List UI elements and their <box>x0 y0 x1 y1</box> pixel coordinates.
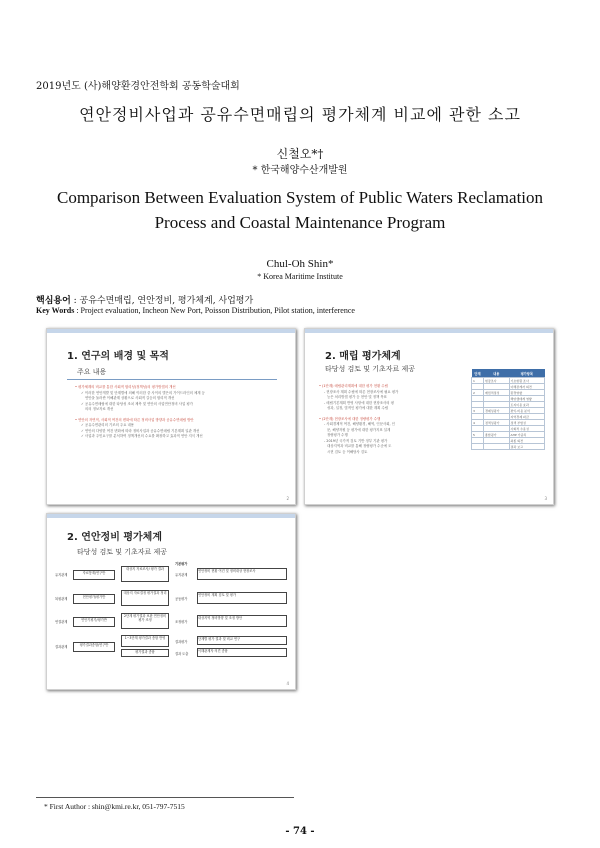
table-row: 3 경제성평가 편익-비용 분석 <box>472 408 545 414</box>
flow-detail: 단계별 평가 결과 및 비교 연구 <box>197 636 287 645</box>
table-header: 단계 <box>472 369 484 378</box>
bullet-line: ✓ 공유수면매립에 대한 타당성 조치 제측 및 연안의 사업연안정비 사업 평가 <box>81 401 193 406</box>
flow-left-label: 연결관계 <box>55 620 68 624</box>
slide-research-background <box>46 328 296 505</box>
flow-detail: 연안정비 계획 검토 및 평가 <box>197 592 287 604</box>
keywords-ko-text: : 공유수면매립, 연안정비, 평가체계, 사업평가 <box>70 296 254 306</box>
flow-left-label: 복원관계 <box>55 597 68 601</box>
flow-right-header: 기본평가 <box>175 562 188 566</box>
slide-reclamation-evaluation <box>304 328 554 505</box>
author-english: Chul-Oh Shin* <box>266 258 334 270</box>
slide-subtitle: 주요 내용 <box>77 368 107 376</box>
bullet-line: - 2019년 국가적 검토 기반 정부 기관 평가 <box>324 438 388 443</box>
title-en-line2: Process and Coastal Maintenance Program <box>154 213 446 232</box>
bullet-line: ✓ 사업과 주민요구를 분석하여 정책개선의 수요를 확장하고 효과적 연안 지식 개선 <box>81 434 203 438</box>
title-en-line1: Comparison Between Evaluation System of Public Waters Reclamation <box>56 188 544 207</box>
bullet-line: ✓ 연안의 다양한 여건 변화에 따라 정비사업과 공유수면매립 기본계획 일관 개선 <box>81 428 200 433</box>
flow-right-label: 조정평가 <box>175 620 188 624</box>
flow-detail: 이해관계자 의견 종합 <box>197 648 287 657</box>
flow-mid-box: 대상지 자료조사/ 평가 결과 <box>121 566 169 582</box>
slide-divider <box>67 379 277 380</box>
paper-title-english <box>30 185 570 235</box>
keywords-ko-label: 핵심용어 <box>36 296 71 306</box>
slide-top-bar <box>305 329 553 333</box>
bullet-line: 의의 정보자료 개선 <box>85 407 114 411</box>
bullet-line: 능은 처리방법 평가 등 현안 및 정책 목표 <box>327 395 387 399</box>
slide-title: 2. 연안정비 평가체계 <box>67 532 162 543</box>
slide-title: 1. 연구의 배경 및 목적 <box>67 351 169 362</box>
slide-page-number: 2 <box>286 496 289 501</box>
table-row: 최종 의견 <box>472 438 545 444</box>
slide-subtitle: 타당성 검토 및 기초자료 제공 <box>325 365 416 373</box>
slide-page-number: 3 <box>544 496 547 501</box>
bullet-line: • 연안의 자연적, 사회적 여건의 변화에 따른 정비사업 방향과 공유수면매립 방안 <box>75 417 194 422</box>
table-row: 결과 보고 <box>472 444 545 450</box>
evaluation-table <box>471 369 545 450</box>
flow-mid-box: 1~3단계 평가결과 종합 반영 <box>121 635 169 647</box>
flow-mid-box: 평가결과 종합 <box>121 649 169 657</box>
page-number: - 74 - <box>285 826 315 837</box>
table-row: 5 종합평가 AHP 가중치 <box>472 432 545 438</box>
affiliation-korean: * 한국해양수산개발원 <box>252 165 348 176</box>
footnote: * First Author : shin@kmi.re.kr, 051-797-7515 <box>44 802 185 811</box>
bullet-line: 성과, 일정, 법적인 평가에 대한 계획 수립 <box>327 406 389 410</box>
flow-left-label: 유지관계 <box>55 573 68 577</box>
flow-box: 연안기평가/평가반 <box>73 617 115 627</box>
flow-detail: 연안정비 현황 여건 및 정비대상 현장조사 <box>197 568 287 580</box>
slide-body <box>75 385 205 440</box>
keywords-korean <box>36 293 253 306</box>
flow-right-label: 공동평가 <box>175 597 188 601</box>
bullet-line: • (1단계) 매립관리계획에 대한 평가 현황 수립 <box>319 384 388 388</box>
slide-title: 2. 매립 평가체계 <box>325 351 401 362</box>
keywords-english <box>36 306 355 315</box>
keywords-en-label: Key Words <box>36 306 75 315</box>
slide-page-number: 4 <box>286 681 289 686</box>
affiliation-english: * Korea Maritime Institute <box>257 272 343 281</box>
flow-mid-box: 2단계 평가결과 보완 연안정비 평가 조정 <box>121 613 169 629</box>
slide-coastal-evaluation <box>46 513 296 690</box>
keywords-en-text: : Project evaluation, Incheon New Port, Poisson Distribution, Pilot station, interference <box>74 306 355 315</box>
footnote-divider <box>36 797 294 798</box>
bullet-line: • 평가체계의 비교를 통한 사회적 합리성(정책성)의 평가방법의 개선 <box>75 385 176 389</box>
slide-body <box>319 384 398 455</box>
bullet-line: • (2단계) 현장조사에 대한 정량평가 수행 <box>319 416 381 421</box>
bullet-line: 시현 검토 등 이해당사 검토 <box>327 449 368 454</box>
bullet-line: 대상지역과 비교를 통해 정량평가 수준에 도 <box>327 444 392 448</box>
table-row: 해양생태계 영향 <box>472 396 545 402</box>
author-korean: 신철오*† <box>276 147 324 161</box>
table-row: 이해관계자 의견 <box>472 384 545 390</box>
bullet-line: - 사회경제적 여건, 해양환경, 해역, 인문사회, 인 <box>324 422 395 426</box>
bullet-line: 연안을 둘러싼 이해관계 상황으로 사회적 갈등의 합리적 개선 <box>85 396 175 400</box>
table-row: 토지이용 효과 <box>472 402 545 408</box>
bullet-line: - 매립기본계획 반영 사항에 대한 현장조사의 평 <box>324 400 394 405</box>
table-header: 평가항목 <box>509 369 544 378</box>
slide-top-bar <box>47 329 295 333</box>
table-row: 사회적 수용성 <box>472 426 545 432</box>
flow-box: 현안평가/평가반 <box>73 594 115 604</box>
table-row: 2 매립적정성 환경영향 <box>472 390 545 396</box>
bullet-line: 문, 해양자원 등 평가에 대한 평가지표 설계 <box>327 427 391 432</box>
slide-subtitle: 타당성 검토 및 기초자료 제공 <box>77 548 168 556</box>
flow-mid-box: 대상지 자료결정 평가결과 정리 <box>121 590 169 606</box>
table-row: 지역경제 파급 <box>472 414 545 420</box>
bullet-line: - 현장조사 계획 수립에 따른 현장조사에 필요 평가 <box>324 389 399 394</box>
flow-left-label: 결과관계 <box>55 645 68 649</box>
table-row: 4 정책성평가 정책 부합성 <box>472 420 545 426</box>
flow-box: 평가결과종합/연구반 <box>73 642 115 652</box>
conference-header: 2019년도 (사)해양환경안전학회 공동학술대회 <box>36 81 240 92</box>
bullet-line: ✓ 공유수면관리의 기조의 주요 내용 <box>81 423 135 427</box>
slide-top-bar <box>47 514 295 518</box>
bullet-line: 정량평가 수행 <box>327 433 348 437</box>
table-row: 1 현장조사 기초현황 조사 <box>472 378 545 384</box>
flow-detail: 대상지역 정비방향 및 조정 방안 <box>197 615 287 627</box>
flow-right-label: 유지관계 <box>175 573 188 577</box>
flow-right-label: 결과 도출 <box>175 652 189 656</box>
bullet-line: ✓ 이러한 연안개발 및 단계별에 의해 이러한 중 사이의 별은의 가이드라인의 체계 등 <box>81 390 205 395</box>
flow-box: 자료통계/연구반 <box>73 570 115 580</box>
flow-right-label: 결과평가 <box>175 640 188 644</box>
table-header: 내용 <box>483 369 509 378</box>
paper-title-korean: 연안정비사업과 공유수면매립의 평가체계 비교에 관한 소고 <box>79 105 521 124</box>
